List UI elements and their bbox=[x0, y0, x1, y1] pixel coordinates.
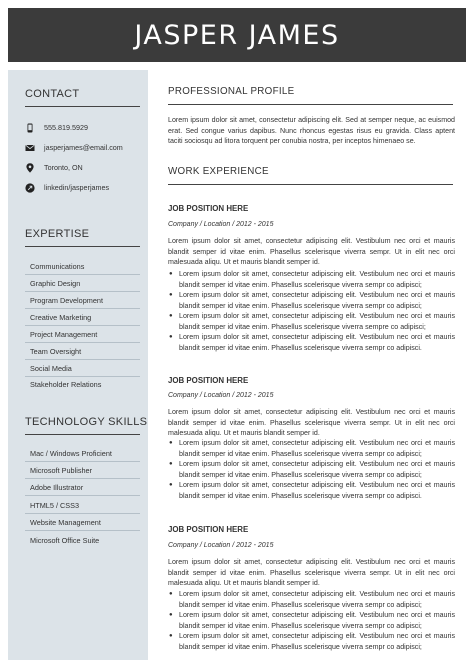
profile-divider bbox=[168, 104, 453, 105]
expertise-separator bbox=[25, 291, 140, 292]
expertise-item: Team Oversight bbox=[30, 347, 82, 356]
expertise-separator bbox=[25, 274, 140, 275]
expertise-item: Project Management bbox=[30, 330, 98, 339]
tech-skill-separator bbox=[25, 513, 140, 514]
location-icon bbox=[25, 163, 35, 173]
profile-heading: PROFESSIONAL PROFILE bbox=[168, 86, 295, 97]
work-divider bbox=[168, 184, 453, 185]
expertise-separator bbox=[25, 325, 140, 326]
tech-skill-item: Mac / Windows Proficient bbox=[30, 449, 112, 458]
sidebar bbox=[8, 70, 148, 660]
job-bullet: ● Lorem ipsum dolor sit amet, consectetur adipiscing elit. Vestibulum nec orci et mauris blandit semper id vitae enim. Phasellus scelerisque viverra sempr co adipisci; bbox=[168, 459, 455, 480]
job-subtitle: Company / Location / 2012 - 2015 bbox=[168, 392, 274, 399]
email-text[interactable]: jasperjames@email.com bbox=[44, 143, 123, 152]
linkedin-text[interactable]: linkedin/jasperjames bbox=[44, 183, 110, 192]
job-bullet: ● Lorem ipsum dolor sit amet, consectetur adipiscing elit. Vestibulum nec orci et mauris blandit semper id vitae enim. Phasellus scelerisque viverra sempr co adipisci. bbox=[168, 332, 455, 353]
expertise-separator bbox=[25, 308, 140, 309]
location-text: Toronto, ON bbox=[44, 163, 83, 172]
tech-skill-item: HTML5 / CSS3 bbox=[30, 501, 80, 510]
candidate-name: JASPER JAMES bbox=[134, 20, 340, 51]
tech-skill-separator bbox=[25, 461, 140, 462]
tech-skill-separator bbox=[25, 530, 140, 531]
tech-skill-item: Microsoft Publisher bbox=[30, 466, 93, 475]
job-bullets bbox=[168, 589, 455, 652]
job-bullet: ● Lorem ipsum dolor sit amet, consectetur adipiscing elit. Vestibulum nec orci et mauris blandit semper id vitae enim. Phasellus scelerisque viverra sempr co adipisci; bbox=[168, 589, 455, 610]
expertise-separator bbox=[25, 342, 140, 343]
name-banner bbox=[8, 8, 466, 62]
expertise-item: Creative Marketing bbox=[30, 313, 92, 322]
job-title: JOB POSITION HERE bbox=[168, 376, 249, 385]
phone-icon bbox=[25, 123, 35, 133]
job-bullets bbox=[168, 438, 455, 501]
contact-heading: CONTACT bbox=[25, 88, 80, 100]
job-bullet: ● Lorem ipsum dolor sit amet, consectetur adipiscing elit. Vestibulum nec orci et mauris blandit semper id vitae enim. Phasellus scelerisque viverra sempr co adipisci; bbox=[168, 290, 455, 311]
job-summary: Lorem ipsum dolor sit amet, consectetur adipiscing elit. Vestibulum nec orci et mauris blandit semper id vitae enim. Phasellus scelerisque viverra sempr. Ut in elit nec orci malesuada aliqu. Ut et mauris blandit semper id. bbox=[168, 558, 455, 587]
job-bullet: ● Lorem ipsum dolor sit amet, consectetur adipiscing elit. Vestibulum nec orci et mauris blandit semper id vitae enim. Phasellus scelerisque viverra sempr co adipisci; bbox=[168, 610, 455, 631]
tech-skill-item: Website Management bbox=[30, 518, 101, 527]
expertise-item: Stakeholder Relations bbox=[30, 380, 102, 389]
tech-skill-separator bbox=[25, 478, 140, 479]
tech-skill-item: Adobe Illustrator bbox=[30, 483, 84, 492]
tech-skills-divider bbox=[25, 434, 140, 435]
linkedin-icon bbox=[25, 183, 35, 193]
tech-skills-heading: TECHNOLOGY SKILLS bbox=[25, 416, 148, 428]
profile-text: Lorem ipsum dolor sit amet, consectetur adipiscing elit. Sed at semper neque, ac euismod erat. Sed congue varius dapibus. Nunc rhoncus egestas risus eu gravida. Class aptent taciti sociosqu ad litora torquent per conubia nostra, per inceptos himenaeo se. bbox=[168, 116, 455, 145]
expertise-separator bbox=[25, 359, 140, 360]
email-icon bbox=[25, 143, 35, 153]
job-summary: Lorem ipsum dolor sit amet, consectetur adipiscing elit. Vestibulum nec orci et mauris blandit semper id vitae enim. Phasellus scelerisque viverra sempr. Ut in elit nec orci malesuada aliqu. Ut et mauris blandit semper id. bbox=[168, 408, 455, 437]
job-summary: Lorem ipsum dolor sit amet, consectetur adipiscing elit. Vestibulum nec orci et mauris blandit semper id vitae enim. Phasellus scelerisque viverra sempr. Ut in elit nec orci malesuada aliqu. Ut et mauris blandit semper id. bbox=[168, 237, 455, 266]
expertise-heading: EXPERTISE bbox=[25, 228, 90, 240]
tech-skill-separator bbox=[25, 495, 140, 496]
expertise-item: Program Development bbox=[30, 296, 104, 305]
job-bullet: ● Lorem ipsum dolor sit amet, consectetur adipiscing elit. Vestibulum nec orci et mauris blandit semper id vitae enim. Phasellus scelerisque viverra sempr co adipisci. bbox=[168, 480, 455, 501]
expertise-divider bbox=[25, 246, 140, 247]
job-title: JOB POSITION HERE bbox=[168, 204, 249, 213]
expertise-item: Social Media bbox=[30, 364, 72, 373]
expertise-item: Communications bbox=[30, 262, 85, 271]
job-bullets bbox=[168, 269, 455, 353]
phone-text: 555.819.5929 bbox=[44, 123, 88, 132]
expertise-item: Graphic Design bbox=[30, 279, 81, 288]
job-bullet: ● Lorem ipsum dolor sit amet, consectetur adipiscing elit. Vestibulum nec orci et mauris blandit semper id vitae enim. Phasellus scelerisque viverra sempr co adipisci; bbox=[168, 438, 455, 459]
job-bullet: ● Lorem ipsum dolor sit amet, consectetur adipiscing elit. Vestibulum nec orci et mauris blandit semper id vitae enim. Phasellus scelerisque viverra sempre co adipisci; bbox=[168, 311, 455, 332]
job-title: JOB POSITION HERE bbox=[168, 525, 249, 534]
job-subtitle: Company / Location / 2012 - 2015 bbox=[168, 542, 274, 549]
job-bullet: ● Lorem ipsum dolor sit amet, consectetur adipiscing elit. Vestibulum nec orci et mauris blandit semper id vitae enim. Phasellus scelerisque viverra sempr co adipisci; bbox=[168, 269, 455, 290]
job-subtitle: Company / Location / 2012 - 2015 bbox=[168, 221, 274, 228]
expertise-separator bbox=[25, 376, 140, 377]
work-heading: WORK EXPERIENCE bbox=[168, 166, 269, 177]
contact-divider bbox=[25, 106, 140, 107]
tech-skill-item: Microsoft Office Suite bbox=[30, 536, 100, 545]
job-bullet: ● Lorem ipsum dolor sit amet, consectetur adipiscing elit. Vestibulum nec orci et mauris blandit semper id vitae enim. Phasellus scelerisque viverra sempr co adipisci; bbox=[168, 631, 455, 652]
